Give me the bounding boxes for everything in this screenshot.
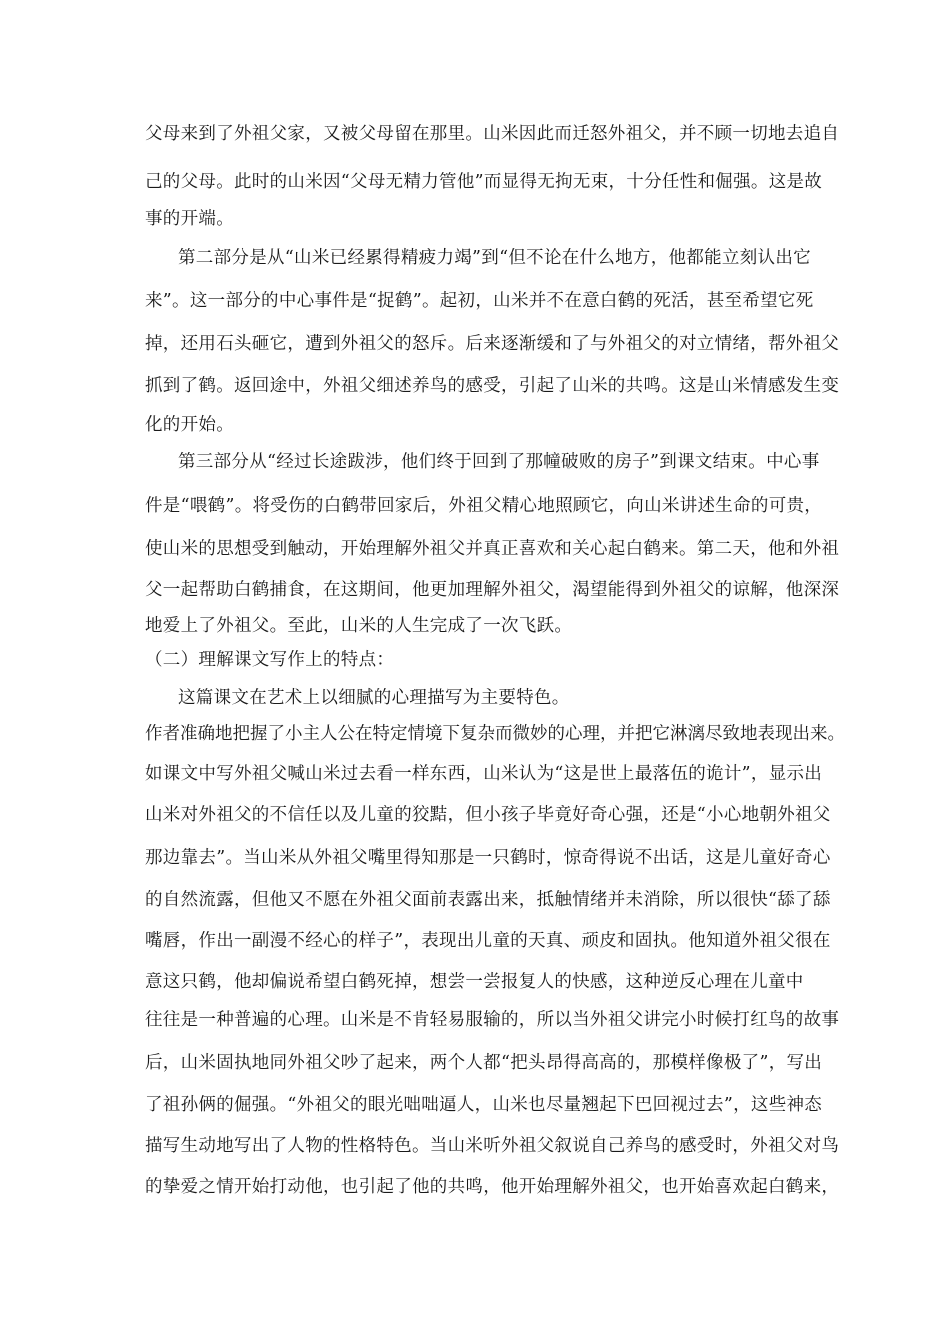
paragraph-line: 父一起帮助白鹤捕食，在这期间，他更加理解外祖父，渴望能得到外祖父的谅解，他深深 xyxy=(145,580,840,600)
paragraph-line: 件是“喂鹤”。将受伤的白鹤带回家后，外祖父精心地照顾它，向山米讲述生命的可贵， xyxy=(145,496,823,516)
paragraph-line: 意这只鹤，他却偏说希望白鹤死掉，想尝一尝报复人的快感，这种逆反心理在儿童中 xyxy=(145,972,804,992)
paragraph-line: 地爱上了外祖父。至此，山米的人生完成了一次飞跃。 xyxy=(145,616,573,636)
paragraph-line: 往往是一种普遍的心理。山米是不肯轻易服输的，所以当外祖父讲完小时候打红鸟的故事 xyxy=(145,1010,840,1030)
paragraph-line: 己的父母。此时的山米因“父母无精力管他”而显得无拘无束，十分任性和倔强。这是故 xyxy=(145,172,823,192)
paragraph-line: 父母来到了外祖父家，又被父母留在那里。山米因此而迁怒外祖父，并不顾一切地去追自 xyxy=(145,124,840,144)
section-heading: （二）理解课文写作上的特点： xyxy=(145,650,395,670)
paragraph-line: 山米对外祖父的不信任以及儿童的狡黠，但小孩子毕竟好奇心强，还是“小心地朝外祖父 xyxy=(145,805,831,825)
paragraph-line: 描写生动地写出了人物的性格特色。当山米听外祖父叙说自己养鸟的感受时，外祖父对鸟 xyxy=(145,1136,840,1156)
paragraph-line: 第二部分是从“山米已经累得精疲力竭”到“但不论在什么地方，他都能立刻认出它 xyxy=(178,248,811,268)
paragraph-line: 作者准确地把握了小主人公在特定情境下复杂而微妙的心理，并把它淋漓尽致地表现出来。 xyxy=(145,724,845,744)
paragraph-line: 了祖孙俩的倔强。“外祖父的眼光咄咄逼人，山米也尽量翘起下巴回视过去”，这些神态 xyxy=(145,1095,823,1115)
paragraph-line: 那边靠去”。当山米从外祖父嘴里得知那是一只鹤时，惊奇得说不出话，这是儿童好奇心 xyxy=(145,848,831,868)
paragraph-line: 掉，还用石头砸它，遭到外祖父的怒斥。后来逐渐缓和了与外祖父的对立情绪，帮外祖父 xyxy=(145,334,840,354)
paragraph-line: 事的开端。 xyxy=(145,209,234,229)
paragraph-line: 如课文中写外祖父喊山米过去看一样东西，山米认为“这是世上最落伍的诡计”，显示出 xyxy=(145,764,823,784)
paragraph-line: 第三部分从“经过长途跋涉，他们终于回到了那幢破败的房子”到课文结束。中心事 xyxy=(178,452,820,472)
paragraph-line: 抓到了鹤。返回途中，外祖父细述养鸟的感受，引起了山米的共鸣。这是山米情感发生变 xyxy=(145,376,840,396)
paragraph-line: 的挚爱之情开始打动他，也引起了他的共鸣，他开始理解外祖父，也开始喜欢起白鹤来， xyxy=(145,1177,840,1197)
paragraph-line: 这篇课文在艺术上以细腻的心理描写为主要特色。 xyxy=(178,688,570,708)
paragraph-line: 化的开始。 xyxy=(145,415,234,435)
paragraph-line: 后，山米固执地同外祖父吵了起来，两个人都“把头昂得高高的，那模样像极了”，写出 xyxy=(145,1053,823,1073)
paragraph-line: 使山米的思想受到触动，开始理解外祖父并真正喜欢和关心起白鹤来。第二天，他和外祖 xyxy=(145,539,840,559)
paragraph-line: 的自然流露，但他又不愿在外祖父面前表露出来，抵触情绪并未消除，所以很快“舔了舔 xyxy=(145,890,831,910)
paragraph-line: 嘴唇，作出一副漫不经心的样子”，表现出儿童的天真、顽皮和固执。他知道外祖父很在 xyxy=(145,931,831,951)
paragraph-line: 来”。这一部分的中心事件是“捉鹤”。起初，山米并不在意白鹤的死活，甚至希望它死 xyxy=(145,291,814,311)
